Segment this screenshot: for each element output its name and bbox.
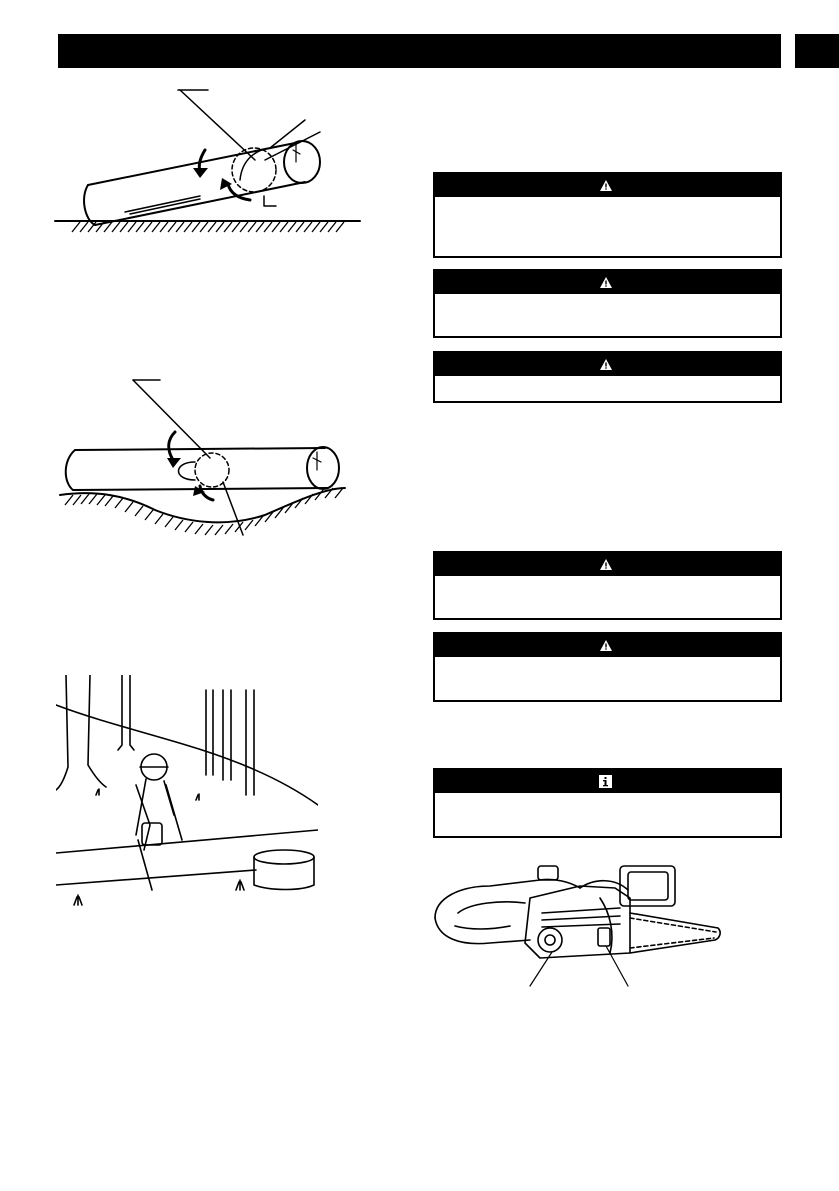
- warning-notice-4: [433, 551, 782, 620]
- section-header-bar: [58, 34, 781, 68]
- log-supported-both-ends-figure: [55, 370, 355, 550]
- warning-header: [435, 271, 780, 294]
- warning-notice-2: [433, 269, 782, 338]
- warning-triangle-icon: [600, 359, 612, 370]
- warning-notice-3: [433, 351, 782, 403]
- warning-header: [435, 353, 780, 376]
- info-icon: [599, 775, 612, 788]
- warning-header: [435, 634, 780, 657]
- warning-notice-1: [433, 172, 782, 258]
- operator-bucking-figure: [56, 675, 318, 915]
- info-notice: [433, 768, 782, 838]
- chainsaw-controls-figure: [430, 858, 722, 990]
- log-supported-one-end-figure: [50, 80, 370, 240]
- warning-triangle-icon: [600, 180, 612, 191]
- page-tab: [795, 34, 839, 68]
- warning-triangle-icon: [600, 559, 612, 570]
- warning-header: [435, 174, 780, 197]
- warning-triangle-icon: [600, 277, 612, 288]
- warning-triangle-icon: [600, 640, 612, 651]
- warning-header: [435, 553, 780, 576]
- warning-notice-5: [433, 632, 782, 702]
- info-header: [435, 770, 780, 793]
